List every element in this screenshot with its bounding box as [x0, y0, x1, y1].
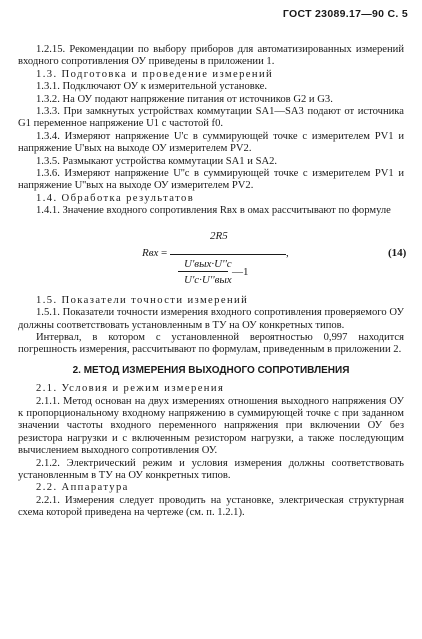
paragraph-1-3-2: 1.3.2. На ОУ подают напряжение питания от источников G2 и G3. [36, 93, 333, 105]
formula-equals: = [161, 246, 168, 259]
inner-fraction-bar [178, 271, 228, 272]
heading-1-3: 1.3. Подготовка и проведение измерений [36, 68, 274, 80]
page-header: ГОСТ 23089.17—90 С. 5 [282, 8, 408, 20]
heading-2-2: 2.2. Аппаратура [36, 482, 129, 494]
paragraph-1-3-4: 1.3.4. Измеряют напряжение U'c в суммирующей точке с измерителем PV1 и напряжение U'вых на выходе ОУ измерителем PV2. [18, 130, 404, 155]
heading-1-5: 1.5. Показатели точности измерений [36, 294, 249, 306]
heading-2-1: 2.1. Условия и режим измерения [36, 383, 225, 395]
paragraph-1-2-15: 1.2.15. Рекомендации по выбору приборов для автоматизированных измерений входного сопротивления ОУ приведены в приложении 1. [18, 44, 404, 68]
formula-minus-one: —1 [232, 265, 249, 278]
formula-numerator: 2R5 [210, 229, 228, 242]
inner-denominator: U'c·U''вых [184, 273, 232, 286]
document-body [18, 44, 407, 520]
formula-14 [18, 222, 407, 292]
paragraph-2-2-1: 2.2.1. Измерения следует проводить на установке, электрическая структурная схема которой приведена на чертеже (см. п. 1.2.1). [18, 494, 404, 519]
formula-lhs: Rвх [142, 246, 159, 259]
inner-numerator: U'вых·U''c [184, 257, 232, 270]
paragraph-1-5-1: 1.5.1. Показатели точности измерения входного сопротивления проверяемого ОУ должны соответствовать установленным в ТУ на ОУ конкретных типов. [18, 307, 404, 331]
paragraph-1-5-2: Интервал, в котором с установленной вероятностью 0,997 находится погрешность измерения, рассчитывают по формулам, приведенным в приложении 2. [18, 331, 404, 356]
formula-number: (14) [388, 246, 407, 259]
paragraph-1-3-6: 1.3.6. Измеряют напряжение U''c в суммирующей точке с измерителем PV1 и напряжение U''вых на выходе ОУ измерителем PV2. [18, 168, 404, 192]
fraction-bar [170, 254, 286, 255]
paragraph-2-1-1: 2.1.1. Метод основан на двух измерениях отношения выходного напряжения ОУ к пропорциональному входному напряжению в суммирующей точке с при заданном значении частоты входного переменного напряжения при включении ОУ без резистора нагрузки и с включенным резистором нагрузки, а также последующим вычислением выходного сопротивления ОУ. [18, 395, 404, 457]
paragraph-1-3-1: 1.3.1. Подключают ОУ к измерительной установке. [36, 81, 268, 93]
paragraph-1-4-1: 1.4.1. Значение входного сопротивления Rвх в омах рассчитывают по формуле [36, 205, 391, 217]
section-title-2: 2. МЕТОД ИЗМЕРЕНИЯ ВЫХОДНОГО СОПРОТИВЛЕНИЯ [72, 364, 350, 376]
paragraph-1-3-3: 1.3.3. При замкнутых устройствах коммутации SA1—SA3 подают от источника G1 переменное напряжение U1 с частотой f0. [18, 106, 404, 130]
paragraph-2-1-2: 2.1.2. Электрический режим и условия измерения должны соответствовать установленным в ТУ на ОУ конкретных типов. [18, 457, 404, 481]
paragraph-1-3-5: 1.3.5. Размыкают устройства коммутации SA1 и SA2. [36, 155, 278, 167]
formula-comma: , [286, 246, 289, 259]
heading-1-4: 1.4. Обработка результатов [36, 192, 195, 204]
